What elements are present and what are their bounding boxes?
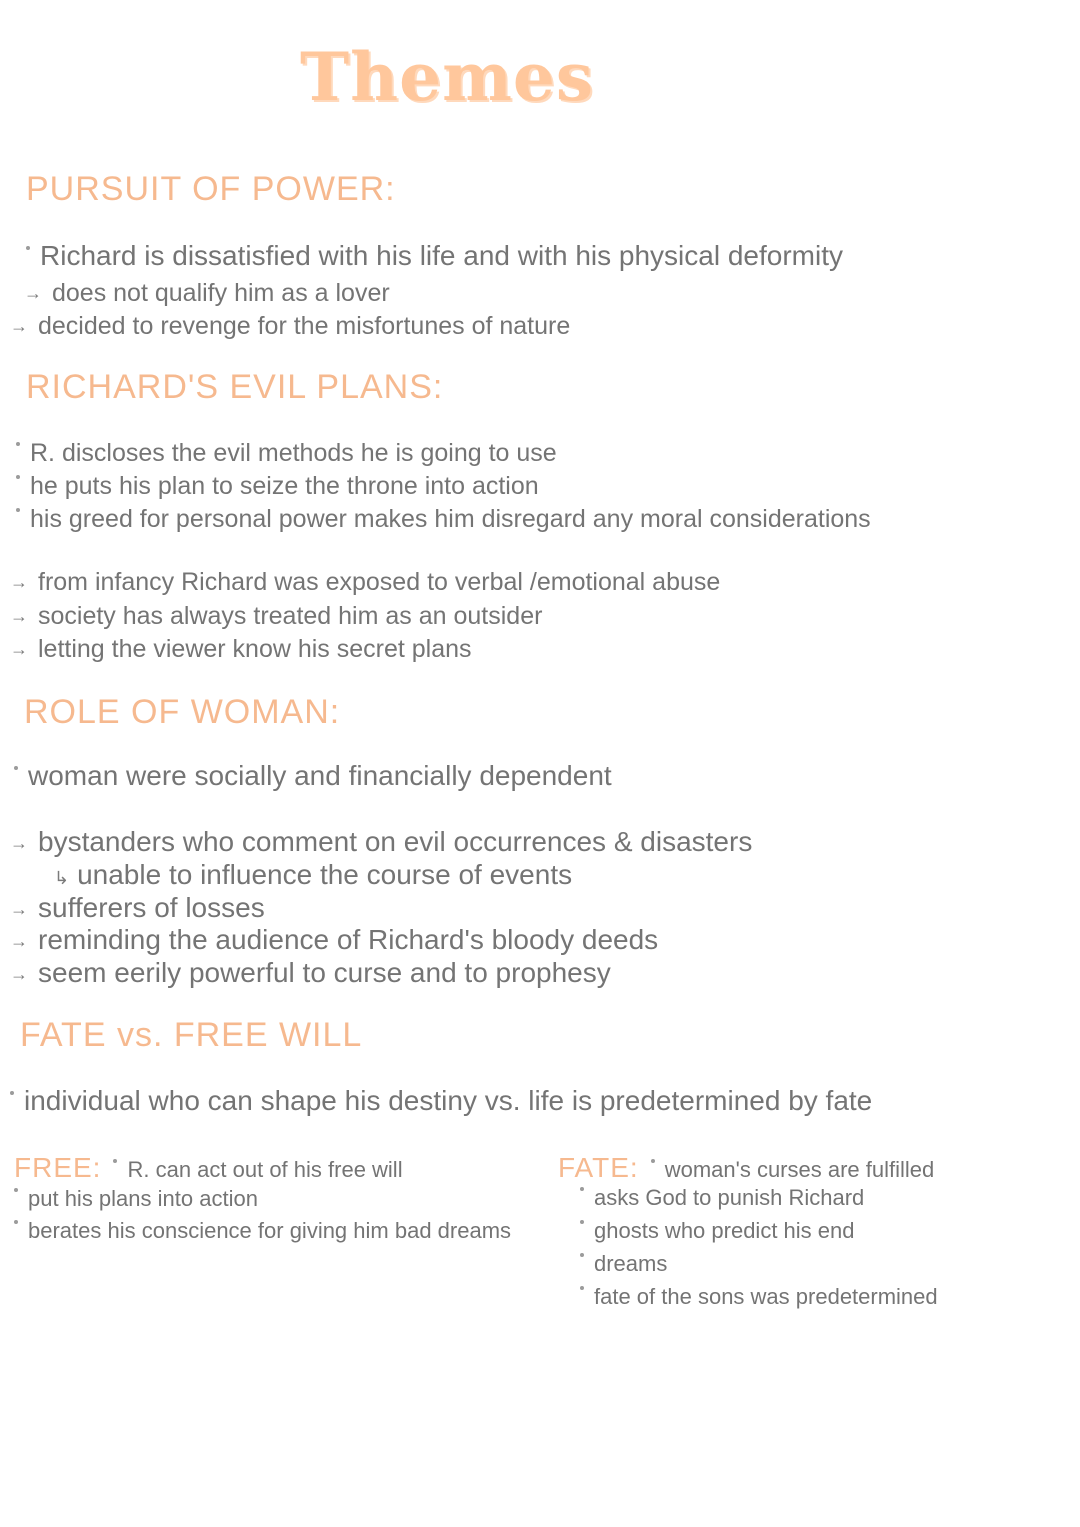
woman-line-1: woman were socially and financially dependent [14,760,612,792]
evil-plans-line-5: → society has always treated him as an outsider [10,602,543,630]
arrow-icon: → [10,572,28,592]
arrow-icon: → [10,931,28,951]
free-line-1: FREE: R. can act out of his free will [14,1152,403,1183]
arrow-icon: → [10,316,28,336]
return-arrow-icon: ↳ [54,868,70,888]
bullet-icon [16,508,20,512]
fate-line-list-3: ghosts who predict his end [580,1218,855,1243]
fate-line-list-2: asks God to punish Richard [580,1185,864,1210]
woman-line-6: → seem eerily powerful to curse and to prophesy [10,957,611,988]
section-heading-role-of-woman: ROLE OF WOMAN: [24,693,341,731]
arrow-icon: → [10,606,28,626]
bullet-icon [651,1159,655,1163]
pursuit-line-1: Richard is dissatisfied with his life and with his physical deformity [26,240,843,272]
fate-line-list-4: dreams [580,1251,667,1276]
evil-plans-line-1: R. discloses the evil methods he is going to use [16,439,557,468]
free-line-3: berates his conscience for giving him bad dreams [14,1218,511,1243]
evil-plans-line-3: his greed for personal power makes him disregard any moral considerations [16,505,871,534]
evil-plans-line-6: → letting the viewer know his secret plans [10,635,472,663]
free-label: FREE: [14,1152,102,1183]
woman-line-5: → reminding the audience of Richard's bloody deeds [10,924,659,955]
bullet-icon [580,1220,584,1224]
arrow-icon: → [10,639,28,659]
woman-line-2: → bystanders who comment on evil occurrences & disasters [10,826,753,857]
pursuit-line-3: → decided to revenge for the misfortunes of nature [10,312,571,340]
evil-plans-line-2: he puts his plan to seize the throne into action [16,472,539,501]
bullet-icon [16,475,20,479]
section-heading-pursuit-of-power: PURSUIT OF POWER: [26,170,396,208]
bullet-icon [16,442,20,446]
arrow-icon: → [10,899,28,919]
evil-plans-line-4: → from infancy Richard was exposed to verbal /emotional abuse [10,568,721,596]
woman-line-3: ↳ unable to influence the course of events [54,859,573,890]
fate-line-list-5: fate of the sons was predetermined [580,1284,938,1309]
free-line-2: put his plans into action [14,1186,258,1211]
bullet-icon [580,1253,584,1257]
bullet-icon [14,1220,18,1224]
bullet-icon [10,1091,14,1095]
fate-label: FATE: [558,1152,639,1183]
section-heading-evil-plans: RICHARD'S EVIL PLANS: [26,368,444,406]
bullet-icon [580,1187,584,1191]
bullet-icon [580,1286,584,1290]
pursuit-line-2: → does not qualify him as a lover [24,279,390,307]
bullet-icon [14,766,18,770]
arrow-icon: → [10,833,28,853]
fate-line-1: individual who can shape his destiny vs. life is predetermined by fate [10,1085,872,1117]
woman-line-4: → sufferers of losses [10,892,265,923]
arrow-icon: → [24,283,42,303]
bullet-icon [26,246,30,250]
arrow-icon: → [10,964,28,984]
bullet-icon [14,1188,18,1192]
bullet-icon [113,1159,117,1163]
section-heading-fate-vs-free-will: FATE vs. FREE WILL [20,1016,363,1054]
fate-line-list-1: FATE: woman's curses are fulfilled [558,1152,935,1183]
page-title: Themes [300,38,595,116]
